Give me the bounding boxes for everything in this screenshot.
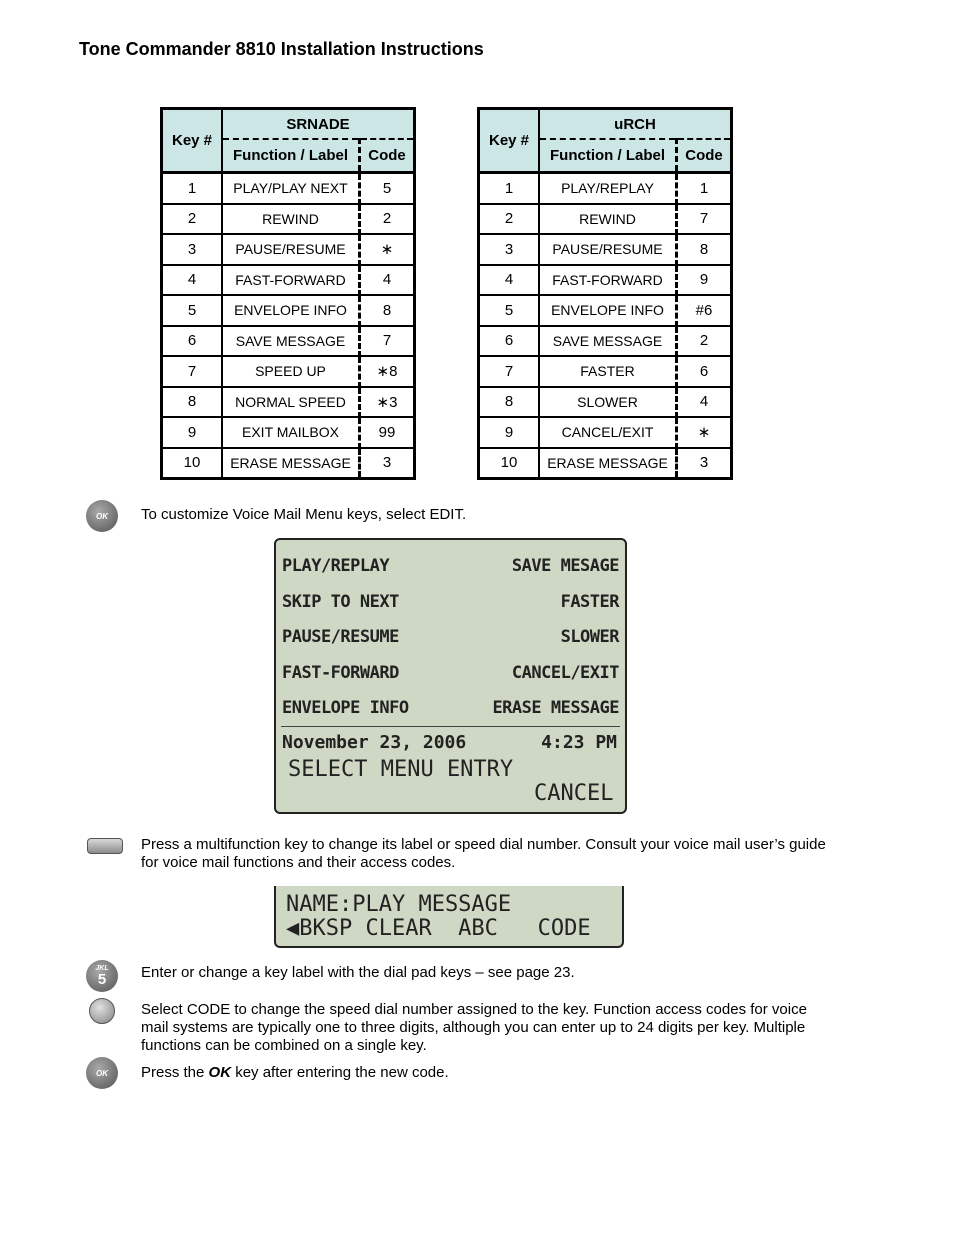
table-row xyxy=(479,265,732,296)
table-row xyxy=(479,295,732,326)
step-press-ok-pre: Press the xyxy=(141,1064,209,1081)
menu-row xyxy=(282,556,619,580)
menu-entry-right: ERASE MESSAGE xyxy=(492,698,619,718)
table-row xyxy=(162,387,415,418)
access-code: 1 xyxy=(677,173,732,204)
function-label: PAUSE/RESUME xyxy=(222,234,360,265)
menu-entry-left: FAST-FORWARD xyxy=(282,663,399,683)
menu-entry-left: PLAY/REPLAY xyxy=(282,556,390,576)
key-number: 10 xyxy=(479,448,540,479)
access-code: ∗8 xyxy=(360,356,415,387)
table-row xyxy=(162,265,415,296)
menu-entry-right: SAVE MESAGE xyxy=(511,556,619,576)
function-label: SAVE MESSAGE xyxy=(539,326,677,357)
table-row xyxy=(162,356,415,387)
key-number: 3 xyxy=(162,234,223,265)
access-code: ∗3 xyxy=(360,387,415,418)
access-code: 8 xyxy=(677,234,732,265)
table-row xyxy=(162,448,415,479)
access-code: 4 xyxy=(677,387,732,418)
table-row xyxy=(479,204,732,235)
dial-key-letters: JKL xyxy=(95,965,109,972)
access-code: 3 xyxy=(699,454,709,472)
voice-mail-menu-display xyxy=(274,538,627,814)
menu-row xyxy=(282,592,619,616)
function-label: NORMAL SPEED xyxy=(222,387,360,418)
key-number: 6 xyxy=(162,326,223,357)
function-label: ENVELOPE INFO xyxy=(539,295,677,326)
function-label: FAST-FORWARD xyxy=(222,265,360,296)
ok-key-label: OK xyxy=(96,511,108,521)
code-header: Code xyxy=(360,139,415,173)
function-label: SLOWER xyxy=(539,387,677,418)
key-number-header: Key # xyxy=(479,109,540,173)
key-number: 5 xyxy=(479,295,540,326)
softkey-icon xyxy=(89,998,115,1024)
access-code: 4 xyxy=(360,265,415,296)
key-number: 4 xyxy=(479,265,540,296)
table-row xyxy=(162,295,415,326)
menu-row xyxy=(282,698,619,722)
srnade-key-table xyxy=(160,107,416,480)
step-press-ok-post: key after entering the new code. xyxy=(231,1064,449,1081)
access-code: 8 xyxy=(360,295,415,326)
key-number: 7 xyxy=(479,356,540,387)
function-label: ENVELOPE INFO xyxy=(222,295,360,326)
access-code: 5 xyxy=(360,173,415,204)
ok-key-icon xyxy=(86,1057,118,1089)
label-edit-display xyxy=(274,886,624,948)
dial-key-digit: 5 xyxy=(97,971,107,988)
table-row xyxy=(479,234,732,265)
urch-key-table xyxy=(477,107,733,480)
system-name-header: SRNADE xyxy=(222,109,415,140)
key-number: 6 xyxy=(479,326,540,357)
function-label: PLAY/REPLAY xyxy=(539,173,677,204)
display-prompt: SELECT MENU ENTRY xyxy=(288,757,514,782)
table-row xyxy=(162,234,415,265)
multifunction-key-icon xyxy=(87,838,123,854)
display-divider xyxy=(281,726,620,727)
table-row xyxy=(162,417,415,448)
step-enter-label: Enter or change a key label with the dial pad keys – see page 23. xyxy=(141,964,575,981)
function-label: SPEED UP xyxy=(222,356,360,387)
access-code: #6 xyxy=(677,295,732,326)
function-label: FAST-FORWARD xyxy=(539,265,677,296)
step-press-multifunction-key: Press a multifunction key to change its label or speed dial number. Consult your voice mail user’s guide for voice mail functions and their access codes. xyxy=(141,836,826,871)
code-header: Code xyxy=(677,139,732,173)
menu-entry-left: ENVELOPE INFO xyxy=(282,698,409,718)
display-name-line: NAME:PLAY MESSAGE xyxy=(286,892,512,917)
function-label: ERASE MESSAGE xyxy=(539,448,677,479)
key-number: 3 xyxy=(479,234,540,265)
function-label: REWIND xyxy=(222,204,360,235)
function-label-header: Function / Label xyxy=(539,139,677,173)
function-label: REWIND xyxy=(539,204,677,235)
display-cancel-softkey: CANCEL xyxy=(534,781,614,806)
function-label: FASTER xyxy=(539,356,677,387)
access-code: ∗ xyxy=(677,417,732,448)
function-label: SAVE MESSAGE xyxy=(222,326,360,357)
system-name-header: uRCH xyxy=(539,109,732,140)
display-softkey-line: ◀BKSP CLEAR ABC CODE xyxy=(286,916,591,941)
access-code: 2 xyxy=(360,204,415,235)
menu-entry-left: SKIP TO NEXT xyxy=(282,592,399,612)
access-code: ∗ xyxy=(360,234,415,265)
step-press-ok xyxy=(141,1064,831,1082)
menu-entry-right: SLOWER xyxy=(560,627,619,647)
key-number: 1 xyxy=(162,173,223,204)
key-number: 7 xyxy=(162,356,223,387)
ok-key-icon xyxy=(86,500,118,532)
access-code: 6 xyxy=(677,356,732,387)
page-title: Tone Commander 8810 Installation Instructions xyxy=(79,39,484,59)
menu-row xyxy=(282,663,619,687)
key-number-header: Key # xyxy=(162,109,223,173)
table-row xyxy=(162,326,415,357)
key-number: 8 xyxy=(479,387,540,418)
key-number: 1 xyxy=(479,173,540,204)
function-label: EXIT MAILBOX xyxy=(222,417,360,448)
key-number: 10 xyxy=(162,448,223,479)
table-row xyxy=(479,417,732,448)
function-label-header: Function / Label xyxy=(222,139,360,173)
function-label: ERASE MESSAGE xyxy=(222,448,360,479)
key-number: 8 xyxy=(162,387,223,418)
function-label: PLAY/PLAY NEXT xyxy=(222,173,360,204)
table-row xyxy=(162,204,415,235)
access-code: 99 xyxy=(360,417,415,448)
access-code: 9 xyxy=(677,265,732,296)
access-code: 3 xyxy=(382,454,392,472)
key-number: 9 xyxy=(162,417,223,448)
menu-entry-right: CANCEL/EXIT xyxy=(511,663,619,683)
table-row xyxy=(479,173,732,204)
table-row xyxy=(479,356,732,387)
table-row xyxy=(479,326,732,357)
access-code: 7 xyxy=(360,326,415,357)
key-number: 9 xyxy=(479,417,540,448)
table-row xyxy=(479,387,732,418)
access-code: 2 xyxy=(677,326,732,357)
step-select-code: Select CODE to change the speed dial number assigned to the key. Function access codes for voice mail systems are typically one to three digits, although you can enter up to 24 digits per key. Multiple functions can be combined on a single key. xyxy=(141,1001,807,1054)
table-row xyxy=(162,173,415,204)
menu-entry-right: FASTER xyxy=(560,592,619,612)
display-time: 4:23 PM xyxy=(541,732,617,753)
dial-key-5-icon xyxy=(86,960,118,992)
step-press-ok-key: OK xyxy=(208,1064,232,1081)
step-select-edit: To customize Voice Mail Menu keys, select EDIT. xyxy=(141,506,467,523)
function-label: CANCEL/EXIT xyxy=(539,417,677,448)
menu-entry-left: PAUSE/RESUME xyxy=(282,627,399,647)
key-number: 2 xyxy=(162,204,223,235)
table-row xyxy=(479,448,732,479)
menu-row xyxy=(282,627,619,651)
access-code: 7 xyxy=(677,204,732,235)
key-number: 4 xyxy=(162,265,223,296)
key-number: 5 xyxy=(162,295,223,326)
ok-key-label: OK xyxy=(96,1068,108,1078)
function-label: PAUSE/RESUME xyxy=(539,234,677,265)
key-number: 2 xyxy=(479,204,540,235)
display-date: November 23, 2006 xyxy=(282,732,467,753)
